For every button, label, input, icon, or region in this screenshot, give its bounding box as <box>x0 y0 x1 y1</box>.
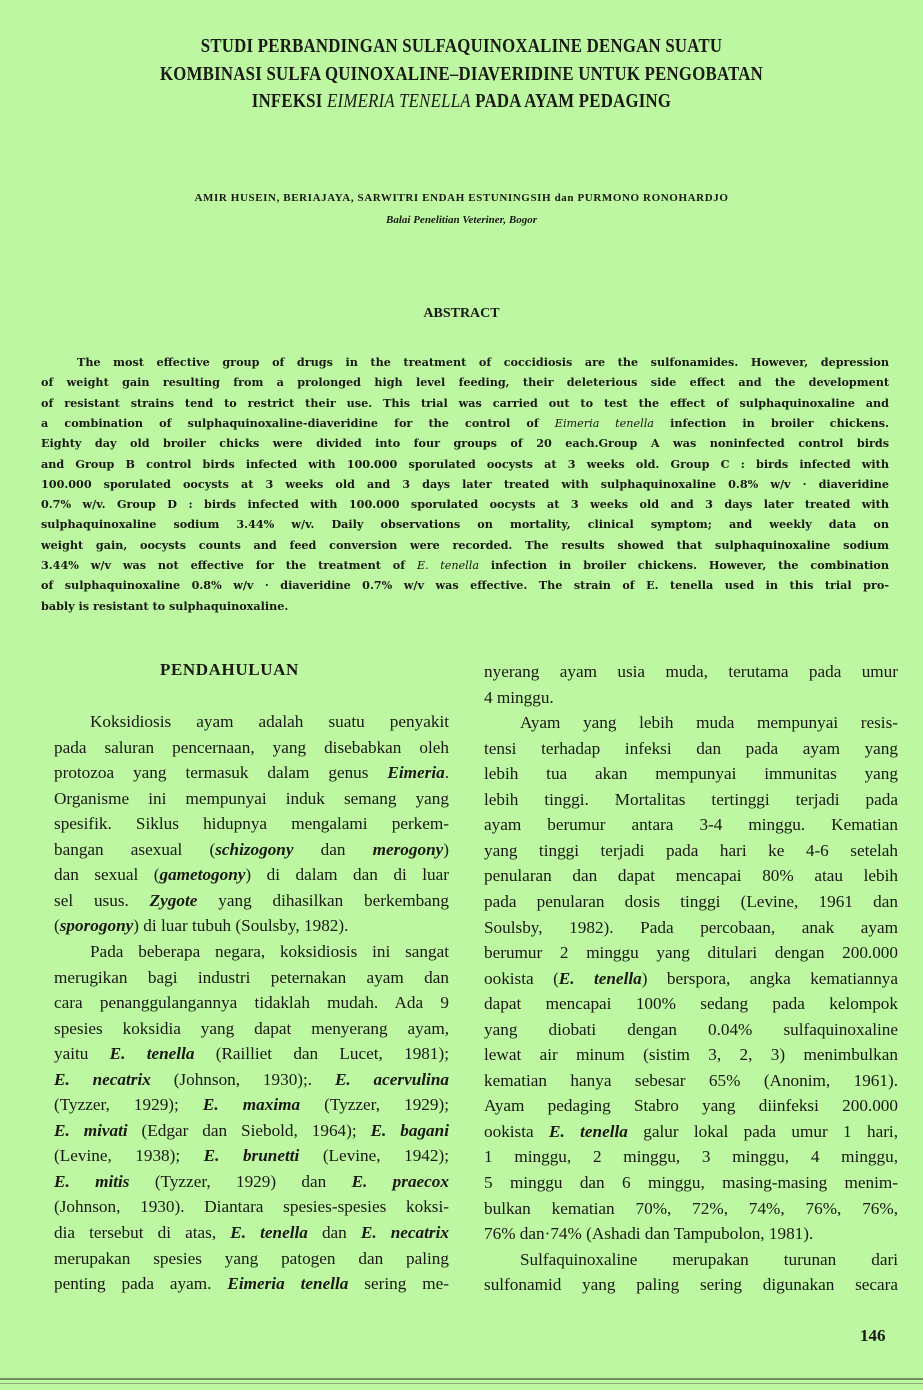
paragraph-line: Soulsby, 1982). Pada percobaan, anak ayam <box>484 917 898 937</box>
abstract-line: of resistant strains tend to restrict their use. This trial was carried out to test the effect of sulphaquinoxaline and <box>41 395 889 410</box>
page-number: 146 <box>860 1326 886 1345</box>
paragraph-line: 5 minggu dan 6 minggu, masing-masing menim- <box>484 1173 898 1192</box>
paragraph-line: yang diobati dengan 0.04% sulfaquinoxaline <box>484 1019 898 1039</box>
paragraph-line: tensi terhadap infeksi dan pada ayam yang <box>484 738 898 758</box>
paragraph-line: Ayam pedaging Stabro yang diinfeksi 200.000 <box>484 1096 898 1116</box>
paragraph-line: ookista E. tenella galur lokal pada umur 1 hari, <box>484 1121 898 1141</box>
paragraph-line: merupakan spesies yang patogen dan paling <box>54 1248 449 1268</box>
paragraph-line: E. mitis (Tyzzer, 1929) dan E. praecox <box>54 1171 449 1191</box>
italic-term: E. tenella <box>230 1223 308 1242</box>
paragraph-line: E. mivati (Edgar dan Siebold, 1964); E. bagani <box>54 1120 449 1140</box>
abstract-line: weight gain, oocysts counts and feed conversion were recorded. The results showed that sulphaquinoxaline sodium <box>41 537 889 552</box>
title-text: INFEKSI <box>251 91 328 112</box>
paragraph-line: E. necatrix (Johnson, 1930);. E. acervulina <box>54 1069 449 1089</box>
paragraph-line: sulfonamid yang paling sering digunakan secara <box>484 1275 898 1295</box>
paragraph-line: Organisme ini mempunyai induk semang yang <box>54 788 449 808</box>
paragraph-line: pada penularan dosis tinggi (Levine, 1961 dan <box>484 891 898 911</box>
paragraph-line: lebih tua akan mempunyai immunitas yang <box>484 764 898 784</box>
paragraph-line: berumur 2 minggu yang ditulari dengan 200.000 <box>484 943 898 963</box>
italic-term: E. tenella <box>109 1044 195 1064</box>
italic-term: merogony <box>372 839 444 859</box>
abstract-line: 0.7% w/v. Group D : birds infected with 100.000 sporulated oocysts at 3 weeks old and 3 days later treated with <box>41 497 889 512</box>
paragraph-line: Ayam yang lebih muda mempunyai resis- <box>520 713 898 733</box>
paragraph-line: Pada beberapa negara, koksidiosis ini sangat <box>90 941 449 961</box>
paragraph-line: (Tyzzer, 1929); E. maxima (Tyzzer, 1929); <box>54 1095 449 1115</box>
abstract-text: infection in broiler chickens. However, the combination <box>479 558 889 572</box>
paragraph-line: (Levine, 1938); E. brunetti (Levine, 1942); <box>54 1146 449 1166</box>
italic-term: E. tenella <box>549 1121 628 1141</box>
paragraph-line: yang tinggi terjadi pada hari ke 4-6 setelah <box>484 840 898 860</box>
abstract-text: 3.44% w/v was not effective for the treatment of <box>41 558 417 572</box>
footer-rule <box>0 1378 923 1380</box>
italic-term: schizogony <box>215 839 294 859</box>
author-list: AMIR HUSEIN, BERIAJAYA, SARWITRI ENDAH ESTUNINGSIH dan PURMONO RONOHARDJO <box>194 192 729 204</box>
paragraph-line: sel usus. Zygote yang dihasilkan berkembang <box>54 890 449 910</box>
affiliation: Balai Penelitian Veteriner, Bogor <box>386 214 537 226</box>
paragraph-line: pada saluran pencernaan, yang disebabkan oleh <box>54 737 449 757</box>
abstract-line: Eighty day old broiler chicks were divided into four groups of 20 each.Group A was noninfected control birds <box>41 436 889 451</box>
abstract-line <box>41 556 889 574</box>
paragraph-line: protozoa yang termasuk dalam genus Eimeria. <box>54 763 449 783</box>
italic-term: Eimeria tenella <box>227 1274 349 1294</box>
italic-term: E. necatrix <box>360 1223 449 1242</box>
paragraph-line: lebih tinggi. Mortalitas tertinggi terjadi pada <box>484 789 898 809</box>
paragraph-line: penting pada ayam. Eimeria tenella sering me- <box>54 1274 449 1294</box>
paragraph-line: dan sexual (gametogony) di dalam dan di luar <box>54 865 449 885</box>
paragraph-line: spesies koksidia yang dapat menyerang ayam, <box>54 1018 449 1038</box>
paragraph-line: bangan asexual (schizogony dan merogony) <box>54 839 449 859</box>
paragraph-line: lewat air minum (sistim 3, 2, 3) menimbulkan <box>484 1045 898 1065</box>
italic-term: Zygote <box>149 890 198 910</box>
paragraph-line: 1 minggu, 2 minggu, 3 minggu, 4 minggu, <box>484 1147 898 1167</box>
abstract-line: The most effective group of drugs in the treatment of coccidiosis are the sulfonamides. However, depression <box>77 355 889 369</box>
species-italic: Eimeria tenella <box>554 416 654 430</box>
paragraph-line: nyerang ayam usia muda, terutama pada umur <box>484 662 898 681</box>
paragraph-line: dia tersebut di atas, E. tenella dan E. necatrix <box>54 1223 449 1242</box>
paper-title-line-3 <box>65 91 859 113</box>
paper-title-line-2: KOMBINASI SULFA QUINOXALINE–DIAVERIDINE UNTUK PENGOBATAN <box>159 64 764 85</box>
abstract-heading: ABSTRACT <box>423 306 500 321</box>
paragraph-line: kematian hanya sebesar 65% (Anonim, 1961). <box>484 1070 898 1090</box>
italic-term: E. acervulina <box>334 1069 449 1089</box>
paragraph-line: 4 minggu. <box>484 687 554 707</box>
italic-term: E. maxima <box>202 1095 301 1115</box>
italic-term: E. tenella <box>558 968 642 988</box>
italic-term: E. mitis <box>54 1171 130 1191</box>
paragraph-line: dapat mencapai 100% sedang pada kelompok <box>484 994 898 1014</box>
paragraph-line: bulkan kematian 70%, 72%, 74%, 76%, 76%, <box>484 1198 898 1218</box>
abstract-line: of weight gain resulting from a prolonged high level feeding, their deleterious side effect and the development <box>41 375 889 390</box>
italic-term: E. brunetti <box>203 1146 300 1166</box>
paragraph-line: merugikan bagi industri peternakan ayam dan <box>54 967 449 987</box>
abstract-text: a combination of sulphaquinoxaline-diaveridine for the control of <box>41 415 555 430</box>
paragraph-line: Koksidiosis ayam adalah suatu penyakit <box>90 712 449 731</box>
italic-term: gametogony <box>159 865 246 885</box>
abstract-line: of sulphaquinoxaline 0.8% w/v · diaveridine 0.7% w/v was effective. The strain of E. tenella used in this trial pro- <box>41 578 889 593</box>
abstract-line: 100.000 sporulated oocysts at 3 weeks old and 3 days later treated with sulphaquinoxaline 0.8% w/v · diaveridine <box>41 476 889 491</box>
paragraph-line: penularan dan dapat mencapai 80% atau lebih <box>484 866 898 886</box>
section-heading-pendahuluan: PENDAHULUAN <box>160 660 299 679</box>
italic-term: sporogony <box>59 916 134 936</box>
paragraph-line: (sporogony) di luar tubuh (Soulsby, 1982). <box>54 916 349 936</box>
abstract-line: sulphaquinoxaline sodium 3.44% w/v. Daily observations on mortality, clinical symptom; and weekly data on <box>41 517 889 532</box>
abstract-text: infection in broiler chickens. <box>653 415 889 430</box>
paragraph-line: (Johnson, 1930). Diantara spesies-spesies koksi- <box>54 1197 449 1217</box>
footer-rule <box>0 1383 923 1384</box>
italic-term: E. necatrix <box>54 1069 151 1089</box>
italic-term: E. bagani <box>370 1120 449 1140</box>
paragraph-line: cara penanggulangannya tidaklah mudah. Ada 9 <box>54 993 449 1013</box>
abstract-line <box>41 414 889 432</box>
paper-title-line-1: STUDI PERBANDINGAN SULFAQUINOXALINE DENGAN SUATU <box>200 36 723 57</box>
paragraph-line: spesifik. Siklus hidupnya mengalami perkem- <box>54 814 449 834</box>
abstract-line: bably is resistant to sulphaquinoxaline. <box>41 598 289 613</box>
paragraph-line: ayam berumur antara 3-4 minggu. Kematian <box>484 815 898 835</box>
paragraph-line: yaitu E. tenella (Railliet dan Lucet, 1981); <box>54 1044 449 1064</box>
title-text: PADA AYAM PEDAGING <box>470 91 672 112</box>
italic-term: Eimeria <box>387 763 445 783</box>
italic-term: E. praecox <box>351 1171 449 1191</box>
title-species-italic: EIMERIA TENELLA <box>327 91 471 112</box>
paragraph-line: 76% dan·74% (Ashadi dan Tampubolon, 1981). <box>484 1224 814 1244</box>
paragraph-line: Sulfaquinoxaline merupakan turunan dari <box>520 1249 898 1269</box>
italic-term: E. mivati <box>54 1120 128 1140</box>
species-italic: E. tenella <box>416 559 480 572</box>
paragraph-line: ookista (E. tenella) berspora, angka kematiannya <box>484 968 898 988</box>
abstract-line: and Group B control birds infected with 100.000 sporulated oocysts at 3 weeks old. Group C : birds infected with <box>41 456 889 471</box>
